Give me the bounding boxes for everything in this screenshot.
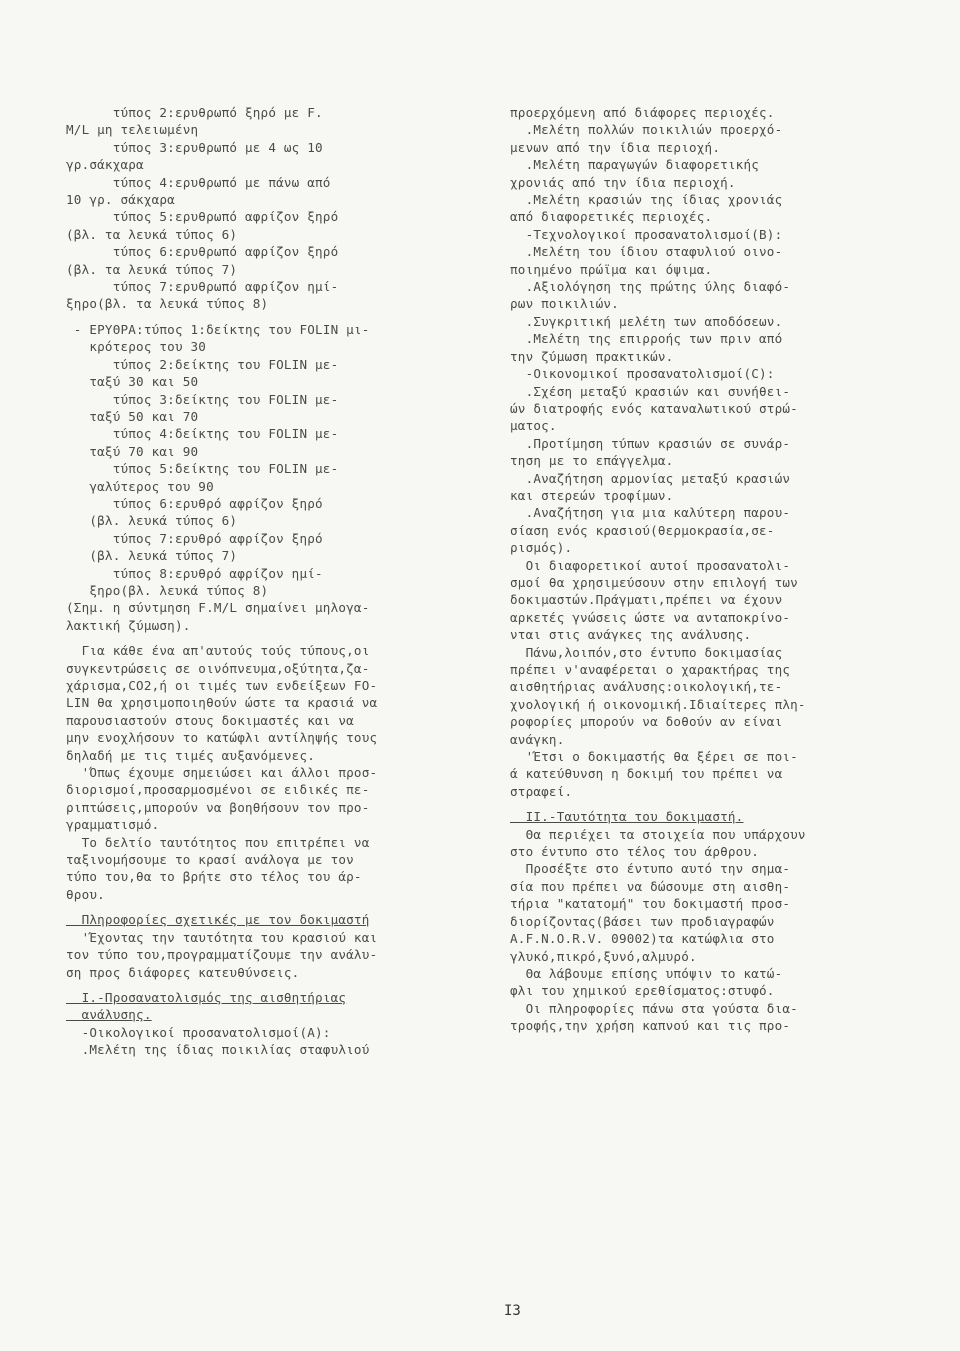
text-line: μην ενοχλήσουν το κατώφλι αντίληψής τους	[66, 730, 378, 746]
text-line: ών διατροφής ενός καταναλωτικού στρώ-	[510, 400, 798, 416]
page-number: I3	[504, 1303, 521, 1319]
text-line: διορίζοντας(βάσει των προδιαγραφών	[510, 913, 775, 929]
text-line: γλυκό,πικρό,ξυνό,αλμυρό.	[510, 948, 697, 964]
text-line: τύπος 5:δείκτης του FOLIN με-	[66, 461, 339, 477]
text-line: - ΕΡΥΘΡΑ:τύπος 1:δείκτης του FOLIN μι-	[66, 321, 370, 337]
text-line: A.F.N.O.R.V. 09002)τα κατώφλια στο	[510, 931, 775, 947]
text-line: τύπος 2:ερυθρωπό ξηρό με F.	[66, 105, 323, 120]
text-line: σίαση ενός κρασιού(θερμοκρασία,σε-	[510, 522, 775, 538]
text-line: .Μελέτη της επιρροής των πριν από	[510, 331, 783, 347]
text-line: ποιημένο πρώϊμα και όψιμα.	[510, 261, 713, 277]
text-line: τύπος 4:δείκτης του FOLIN με-	[66, 426, 339, 442]
left-text-column	[66, 104, 498, 1059]
text-line: τύπος 5:ερυθρωπό αφρίζον ξηρό	[66, 209, 339, 225]
text-line: ρων ποικιλιών.	[510, 296, 619, 312]
text-line: ταξύ 70 και 90	[66, 443, 199, 459]
text-line: .Μελέτη της ίδιας ποικιλίας σταφυλιού	[66, 1042, 370, 1058]
text-line: διορισμοί,προσαρμοσμένοι σε ειδικές πε-	[66, 782, 370, 798]
text-line: 'Έτσι ο δοκιμαστής θα ξέρει σε ποι-	[510, 749, 798, 765]
text-line: LIN θα χρησιμοποιηθούν ώστε τα κρασιά να	[66, 695, 378, 711]
text-line: τύπος 6:ερυθρό αφρίζον ξηρό	[66, 495, 323, 511]
text-line: .Αξιολόγηση της πρώτης ύλης διαφό-	[510, 279, 791, 295]
text-line: τροφής,την χρήση καπνού και τις προ-	[510, 1018, 791, 1034]
section-heading-line: Πληροφορίες σχετικές με τον δοκιμαστή	[66, 912, 370, 928]
section-heading-line: ανάλυσης.	[66, 1007, 152, 1023]
text-line	[66, 981, 498, 989]
text-line	[66, 313, 498, 321]
text-line: συγκεντρώσεις σε οινόπνευμα,οξύτητα,ζα-	[66, 660, 370, 676]
text-line: Θα περιέχει τα στοιχεία που υπάρχουν	[510, 826, 806, 842]
text-line: (βλ. τα λευκά τύπος 6)	[66, 226, 238, 242]
text-line: την ζύμωση πρακτικών.	[510, 348, 674, 364]
text-line: 10 γρ. σάκχαρα	[66, 192, 175, 208]
text-line: Για κάθε ένα απ'αυτούς τούς τύπους,οι	[66, 643, 370, 659]
text-line: .Προτίμηση τύπων κρασιών σε συνάρ-	[510, 435, 791, 451]
text-line: Πάνω,λοιπόν,στο έντυπο δοκιμασίας	[510, 644, 783, 660]
text-line: σία που πρέπει να δώσουμε στη αισθη-	[510, 878, 791, 894]
text-line: γρ.σάκχαρα	[66, 157, 144, 173]
text-line: τύπος 2:δείκτης του FOLIN με-	[66, 356, 339, 372]
text-line: μενων από την ίδια περιοχή.	[510, 139, 721, 155]
section-heading-line: I.-Προσανατολισμός της αισθητήριας	[66, 989, 347, 1005]
section-heading-line: II.-Ταυτότητα του δοκιμαστή.	[510, 809, 744, 825]
text-line: (βλ. λευκά τύπος 6)	[66, 513, 238, 529]
text-line: πρέπει ν'αναφέρεται ο χαρακτήρας της	[510, 662, 791, 677]
text-line: γραμματισμό.	[66, 817, 160, 833]
text-line: τύπο του,θα το βρήτε στο τέλος του άρ-	[66, 869, 362, 885]
text-line: Οι πληροφορίες πάνω στα γούστα δια-	[510, 1000, 798, 1016]
text-line: χάρισμα,CO2,ή οι τιμές των ενδείξεων FO-	[66, 678, 378, 693]
text-line: τον τύπο του,προγραμματίζουμε την ανάλυ-	[66, 947, 378, 963]
text-line: Το δελτίο ταυτότητος που επιτρέπει να	[66, 834, 370, 850]
text-line: τύπος 4:ερυθρωπό με πάνω από	[66, 174, 331, 190]
text-line: δοκιμαστών.Πράγματι,πρέπει να έχουν	[510, 592, 783, 608]
text-line: παρουσιαστούν στους δοκιμαστές και να	[66, 712, 354, 728]
text-line: χνολογική ή οικονομική.Ιδιαίτερες πλη-	[510, 696, 806, 712]
text-line: (βλ. λευκά τύπος 7)	[66, 548, 238, 564]
text-line: σμοί θα χρησιμεύσουν στην επιλογή των	[510, 574, 798, 590]
text-line: τύπος 7:ερυθρωπό αφρίζον ημί-	[66, 279, 339, 295]
text-line: ταξύ 50 και 70	[66, 408, 199, 424]
text-line: στραφεί.	[510, 783, 573, 799]
text-line: .Μελέτη κρασιών της ίδιας χρονιάς	[510, 192, 783, 208]
text-line: (βλ. τα λευκά τύπος 7)	[66, 261, 238, 277]
text-line: ξηρο(βλ. λευκά τύπος 8)	[66, 582, 269, 598]
text-line: .Σχέση μεταξύ κρασιών και συνήθει-	[510, 383, 791, 399]
text-line: Προσέξτε στο έντυπο αυτό την σημα-	[510, 861, 791, 877]
text-line: τήρια "κατατομή" του δοκιμαστή προσ-	[510, 896, 791, 912]
text-line: ά κατεύθυνση η δοκιμή του πρέπει να	[510, 766, 783, 782]
text-line: τύπος 6:ερυθρωπό αφρίζον ξηρό	[66, 244, 339, 260]
text-line: -Οικονομικοί προσανατολισμοί(C):	[510, 366, 775, 382]
text-line: αρκετές γνώσεις ώστε να ανταποκρίνο-	[510, 609, 791, 625]
text-line: -Οικολογικοί προσανατολισμοί(A):	[66, 1024, 331, 1040]
text-line: δηλαδή με τις τιμές αυξανόμενες.	[66, 747, 316, 763]
text-line	[66, 634, 498, 642]
text-line: προερχόμενη από διάφορες περιοχές.	[510, 105, 775, 120]
text-line	[66, 903, 498, 911]
text-line: τύπος 8:ερυθρό αφρίζον ημί-	[66, 565, 323, 581]
text-line: .Μελέτη πολλών ποικιλιών προερχό-	[510, 122, 783, 138]
text-line: .Μελέτη παραγωγών διαφορετικής	[510, 157, 760, 173]
text-line	[510, 800, 920, 808]
text-line: ανάγκη.	[510, 731, 565, 747]
text-line: ρισμός).	[510, 540, 573, 556]
text-line: τύπος 3:δείκτης του FOLIN με-	[66, 391, 339, 407]
text-line: .Μελέτη του ίδιου σταφυλιού οινο-	[510, 244, 783, 260]
text-line: ροφορίες μπορούν να δοθούν αν είναι	[510, 714, 783, 730]
text-line: ταξύ 30 και 50	[66, 374, 199, 390]
text-line: αισθητήριας ανάλυσης:οικολογική,τε-	[510, 679, 783, 695]
text-line: 'Όπως έχουμε σημειώσει και άλλοι προσ-	[66, 765, 378, 781]
text-line: ταξινομήσουμε το κρασί ανάλογα με τον	[66, 852, 354, 868]
text-line: (Σημ. η σύντμηση F.M/L σημαίνει μηλογα-	[66, 600, 370, 616]
text-line: Οι διαφορετικοί αυτοί προσανατολι-	[510, 557, 791, 573]
right-text-column	[510, 104, 920, 1035]
text-line: ξηρο(βλ. τα λευκά τύπος 8)	[66, 296, 269, 312]
text-line: στο έντυπο στο τέλος του άρθρου.	[510, 844, 760, 860]
text-line: λακτική ζύμωση).	[66, 617, 191, 633]
text-line: γαλύτερος του 90	[66, 478, 214, 494]
text-line: κρότερος του 30	[66, 339, 207, 355]
text-line: τύπος 3:ερυθρωπό με 4 ως 10	[66, 139, 323, 155]
text-line: θρου.	[66, 886, 105, 902]
text-line: ματος.	[510, 418, 557, 434]
text-line: -Τεχνολογικοί προσανατολισμοί(B):	[510, 226, 783, 242]
text-line: ριπτώσεις,μπορούν να βοηθήσουν τον προ-	[66, 799, 370, 815]
text-line: .Αναζήτηση αρμονίας μεταξύ κρασιών	[510, 470, 791, 486]
text-line: .Συγκριτική μελέτη των αποδόσεων.	[510, 313, 783, 329]
text-line: τηση με το επάγγελμα.	[510, 453, 674, 469]
text-line: χρονιάς από την ίδια περιοχή.	[510, 174, 736, 190]
text-line: φλι του χημικού ερεθίσματος:στυφό.	[510, 983, 775, 999]
text-line: Θα λάβουμε επίσης υπόψιν το κατώ-	[510, 965, 783, 981]
text-line: από διαφορετικές περιοχές.	[510, 209, 713, 225]
text-line: νται στις ανάγκες της ανάλυσης.	[510, 627, 752, 643]
text-line: και στερεών τροφίμων.	[510, 487, 674, 503]
text-line: τύπος 7:ερυθρό αφρίζον ξηρό	[66, 530, 323, 546]
text-line: M/L μη τελειωμένη	[66, 122, 199, 138]
text-line: ση προς διάφορες κατευθύνσεις.	[66, 964, 300, 980]
text-line: .Αναζήτηση για μια καλύτερη παρου-	[510, 505, 791, 521]
text-line: 'Έχοντας την ταυτότητα του κρασιού και	[66, 929, 378, 945]
